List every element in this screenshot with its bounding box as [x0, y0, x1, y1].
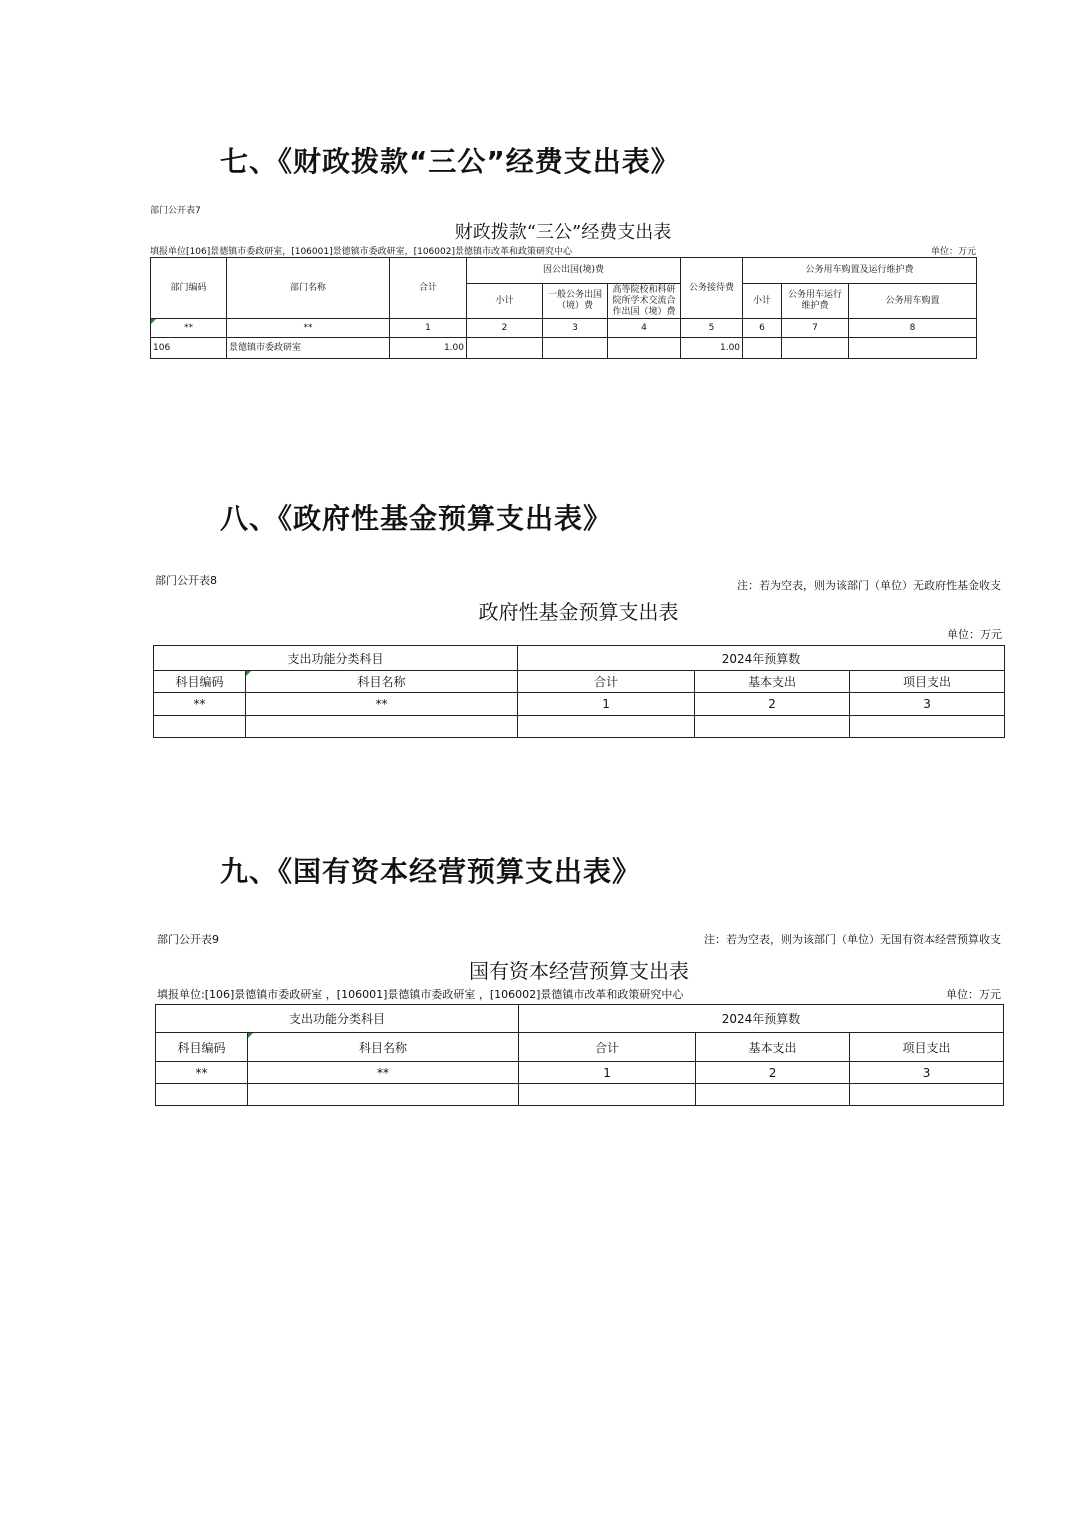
section8-unit: 单位：万元 [947, 628, 1002, 641]
header-total: 合计 [390, 258, 467, 319]
header-cell: 合计 [519, 1033, 696, 1062]
header-dept-name: 部门名称 [227, 258, 390, 319]
table-cell: 1.00 [390, 338, 467, 359]
table-cell: 1 [519, 1062, 696, 1084]
header-cell: 合计 [518, 671, 695, 693]
table-cell [518, 716, 695, 738]
header-reception: 公务接待费 [681, 258, 743, 319]
group-header-left: 支出功能分类科目 [156, 1005, 519, 1033]
header-vehicle: 公务用车购置及运行维护费 [743, 258, 977, 284]
section7-table [150, 257, 977, 359]
header-cell: 科目编码 [154, 671, 246, 693]
table-cell: 8 [849, 319, 977, 338]
table-cell [156, 1084, 248, 1106]
table-cell: 6 [743, 319, 782, 338]
header-cell: 基本支出 [696, 1033, 850, 1062]
header-cell: 项目支出 [850, 671, 1005, 693]
header-abroad-general: 一般公务出国（境）费 [543, 284, 608, 319]
table-cell: 5 [681, 319, 743, 338]
header-vehicle-running: 公务用车运行维护费 [782, 284, 849, 319]
section8-heading: 八、《政府性基金预算支出表》 [220, 502, 613, 535]
section7-filler: 填报单位[106]景德镇市委政研室，[106001]景德镇市委政研室，[106002]景德镇市改革和政策研究中心 [150, 247, 572, 257]
table-cell [850, 716, 1005, 738]
table-cell: 1 [518, 693, 695, 716]
table-cell [154, 716, 246, 738]
table-cell: ** [246, 693, 518, 716]
section9-unit: 单位：万元 [946, 988, 1001, 1001]
table-cell: 景德镇市委政研室 [227, 338, 390, 359]
table-cell: 106 [151, 338, 227, 359]
section8-table [153, 645, 1005, 738]
group-header-left: 支出功能分类科目 [154, 646, 518, 671]
table-cell [543, 338, 608, 359]
table-cell: ** [151, 319, 227, 338]
header-cell: 科目编码 [156, 1033, 248, 1062]
section9-heading: 九、《国有资本经营预算支出表》 [220, 855, 642, 888]
table-row [156, 1062, 1004, 1084]
table-cell: 2 [696, 1062, 850, 1084]
section7-unit: 单位：万元 [930, 247, 976, 257]
table-cell: 3 [850, 693, 1005, 716]
table-row [151, 338, 977, 359]
table-row [154, 693, 1005, 716]
section9-table-title: 国有资本经营预算支出表 [469, 959, 689, 983]
table-cell [782, 338, 849, 359]
section7-form-no: 部门公开表7 [150, 206, 201, 216]
table-cell [519, 1084, 696, 1106]
header-dept-code: 部门编码 [151, 258, 227, 319]
table-cell [850, 1084, 1004, 1106]
table-cell: 3 [543, 319, 608, 338]
table-cell: 7 [782, 319, 849, 338]
section8-form-no: 部门公开表8 [155, 574, 217, 587]
section8-note: 注：若为空表，则为该部门（单位）无政府性基金收支 [737, 579, 1001, 592]
table-cell: 2 [467, 319, 543, 338]
section7-heading: 七、《财政拨款“三公”经费支出表》 [220, 145, 680, 178]
header-cell: 科目名称 [246, 671, 518, 693]
group-header-right: 2024年预算数 [518, 646, 1005, 671]
section9-form-no: 部门公开表9 [157, 933, 219, 946]
header-cell: 项目支出 [850, 1033, 1004, 1062]
table-cell: 3 [850, 1062, 1004, 1084]
header-cell: 基本支出 [695, 671, 850, 693]
table-row [151, 319, 977, 338]
group-header-right: 2024年预算数 [519, 1005, 1004, 1033]
table-cell [246, 716, 518, 738]
section9-table [155, 1004, 1004, 1106]
section9-filler: 填报单位:[106]景德镇市委政研室 ，[106001]景德镇市委政研室 ，[106002]景德镇市改革和政策研究中心 [157, 988, 684, 1001]
table-cell: ** [227, 319, 390, 338]
table-cell [696, 1084, 850, 1106]
table-cell [695, 716, 850, 738]
table-cell [248, 1084, 519, 1106]
header-vehicle-subtotal: 小计 [743, 284, 782, 319]
section7-table-title: 财政拨款“三公”经费支出表 [454, 222, 672, 243]
header-abroad-academic: 高等院校和科研院所学术交流合作出国（境）费 [608, 284, 681, 319]
header-abroad-subtotal: 小计 [467, 284, 543, 319]
table-cell: ** [156, 1062, 248, 1084]
header-abroad: 因公出国(境)费 [467, 258, 681, 284]
table-cell: 2 [695, 693, 850, 716]
table-cell: ** [154, 693, 246, 716]
table-cell: ** [248, 1062, 519, 1084]
table-cell: 4 [608, 319, 681, 338]
table-row [156, 1084, 1004, 1106]
table-cell [467, 338, 543, 359]
table-cell: 1.00 [681, 338, 743, 359]
section8-table-title: 政府性基金预算支出表 [478, 600, 679, 624]
table-row [154, 716, 1005, 738]
header-cell: 科目名称 [248, 1033, 519, 1062]
table-cell [743, 338, 782, 359]
table-cell [849, 338, 977, 359]
table-cell: 1 [390, 319, 467, 338]
section9-note: 注：若为空表，则为该部门（单位）无国有资本经营预算收支 [704, 933, 1001, 946]
header-vehicle-purchase: 公务用车购置 [849, 284, 977, 319]
table-cell [608, 338, 681, 359]
